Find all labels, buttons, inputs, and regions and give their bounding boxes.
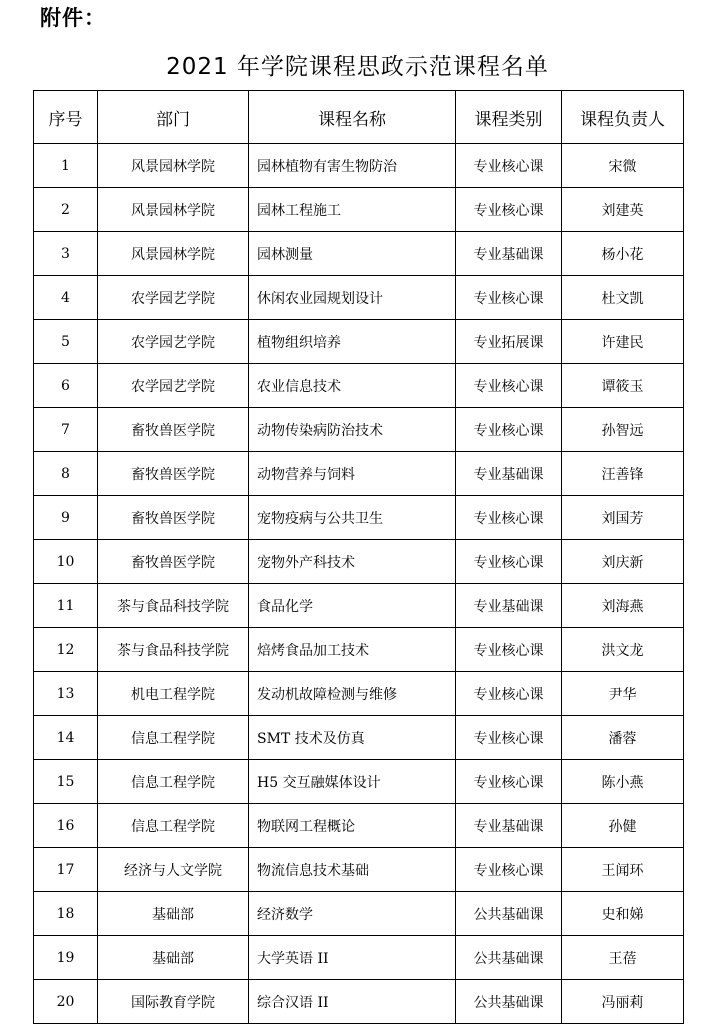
cell-department: 农学园艺学院 [98, 276, 249, 320]
table-row [34, 188, 684, 232]
cell-index: 8 [34, 452, 98, 496]
cell-course-name: 发动机故障检测与维修 [249, 672, 456, 716]
cell-course-owner: 王闻环 [562, 848, 684, 892]
cell-course-type: 专业基础课 [456, 804, 562, 848]
cell-course-name: 休闲农业园规划设计 [249, 276, 456, 320]
cell-course-type: 专业拓展课 [456, 320, 562, 364]
cell-department: 经济与人文学院 [98, 848, 249, 892]
table-row [34, 628, 684, 672]
cell-course-owner: 宋微 [562, 144, 684, 188]
cell-course-type: 专业核心课 [456, 408, 562, 452]
cell-department: 信息工程学院 [98, 716, 249, 760]
cell-course-owner: 冯丽莉 [562, 980, 684, 1024]
cell-course-type: 专业核心课 [456, 760, 562, 804]
cell-course-owner: 杨小花 [562, 232, 684, 276]
cell-course-type: 公共基础课 [456, 980, 562, 1024]
cell-index: 11 [34, 584, 98, 628]
cell-course-type: 专业核心课 [456, 716, 562, 760]
header-course-owner: 课程负责人 [562, 91, 684, 144]
cell-course-owner: 史和娣 [562, 892, 684, 936]
table-row [34, 584, 684, 628]
cell-course-owner: 许建民 [562, 320, 684, 364]
cell-course-name: 物联网工程概论 [249, 804, 456, 848]
cell-department: 机电工程学院 [98, 672, 249, 716]
cell-index: 17 [34, 848, 98, 892]
cell-department: 信息工程学院 [98, 804, 249, 848]
cell-course-name: 宠物外产科技术 [249, 540, 456, 584]
cell-course-type: 专业核心课 [456, 144, 562, 188]
table-row [34, 716, 684, 760]
cell-course-type: 专业核心课 [456, 364, 562, 408]
cell-course-owner: 孙健 [562, 804, 684, 848]
cell-course-owner: 王蓓 [562, 936, 684, 980]
document-title: 2021 年学院课程思政示范课程名单 [166, 54, 549, 80]
cell-course-owner: 潘蓉 [562, 716, 684, 760]
cell-course-owner: 杜文凯 [562, 276, 684, 320]
cell-index: 12 [34, 628, 98, 672]
cell-department: 基础部 [98, 936, 249, 980]
cell-course-type: 专业基础课 [456, 232, 562, 276]
cell-course-name: 宠物疫病与公共卫生 [249, 496, 456, 540]
cell-course-name: SMT 技术及仿真 [249, 716, 456, 760]
cell-course-type: 专业基础课 [456, 584, 562, 628]
cell-course-name: 经济数学 [249, 892, 456, 936]
table-row [34, 540, 684, 584]
cell-department: 风景园林学院 [98, 144, 249, 188]
cell-department: 农学园艺学院 [98, 320, 249, 364]
cell-index: 3 [34, 232, 98, 276]
table-row [34, 496, 684, 540]
cell-index: 15 [34, 760, 98, 804]
table-row [34, 408, 684, 452]
table-row [34, 848, 684, 892]
cell-course-name: 动物营养与饲料 [249, 452, 456, 496]
table-body [34, 144, 684, 1024]
cell-course-name: 物流信息技术基础 [249, 848, 456, 892]
cell-course-owner: 刘建英 [562, 188, 684, 232]
cell-department: 茶与食品科技学院 [98, 628, 249, 672]
table-row [34, 804, 684, 848]
table-row [34, 760, 684, 804]
cell-course-type: 专业核心课 [456, 848, 562, 892]
cell-department: 风景园林学院 [98, 232, 249, 276]
cell-index: 9 [34, 496, 98, 540]
cell-course-name: 食品化学 [249, 584, 456, 628]
attachment-label: 附件： [40, 6, 106, 30]
cell-course-owner: 陈小燕 [562, 760, 684, 804]
cell-department: 基础部 [98, 892, 249, 936]
header-course-name: 课程名称 [249, 91, 456, 144]
cell-department: 畜牧兽医学院 [98, 452, 249, 496]
cell-course-type: 公共基础课 [456, 892, 562, 936]
cell-course-name: 园林工程施工 [249, 188, 456, 232]
cell-course-type: 专业核心课 [456, 628, 562, 672]
cell-course-name: 园林测量 [249, 232, 456, 276]
cell-index: 18 [34, 892, 98, 936]
header-course-type: 课程类别 [456, 91, 562, 144]
header-index: 序号 [34, 91, 98, 144]
cell-course-type: 专业基础课 [456, 452, 562, 496]
cell-course-name: 植物组织培养 [249, 320, 456, 364]
cell-index: 7 [34, 408, 98, 452]
cell-department: 风景园林学院 [98, 188, 249, 232]
cell-course-name: 园林植物有害生物防治 [249, 144, 456, 188]
cell-department: 农学园艺学院 [98, 364, 249, 408]
cell-index: 2 [34, 188, 98, 232]
table-row [34, 452, 684, 496]
table-row [34, 144, 684, 188]
cell-index: 20 [34, 980, 98, 1024]
cell-course-type: 公共基础课 [456, 936, 562, 980]
cell-department: 畜牧兽医学院 [98, 540, 249, 584]
table-row [34, 936, 684, 980]
table-row [34, 232, 684, 276]
cell-index: 1 [34, 144, 98, 188]
table-row [34, 276, 684, 320]
table-row [34, 892, 684, 936]
cell-course-owner: 孙智远 [562, 408, 684, 452]
cell-course-type: 专业核心课 [456, 540, 562, 584]
cell-course-name: 综合汉语 II [249, 980, 456, 1024]
cell-course-type: 专业核心课 [456, 672, 562, 716]
cell-department: 畜牧兽医学院 [98, 496, 249, 540]
cell-course-owner: 洪文龙 [562, 628, 684, 672]
cell-index: 10 [34, 540, 98, 584]
cell-course-owner: 尹华 [562, 672, 684, 716]
cell-course-name: H5 交互融媒体设计 [249, 760, 456, 804]
cell-department: 茶与食品科技学院 [98, 584, 249, 628]
table-row [34, 320, 684, 364]
cell-course-type: 专业核心课 [456, 496, 562, 540]
cell-index: 4 [34, 276, 98, 320]
cell-course-type: 专业核心课 [456, 276, 562, 320]
cell-department: 畜牧兽医学院 [98, 408, 249, 452]
cell-course-name: 焙烤食品加工技术 [249, 628, 456, 672]
course-list-table [33, 90, 684, 1024]
cell-index: 16 [34, 804, 98, 848]
cell-index: 5 [34, 320, 98, 364]
cell-course-name: 动物传染病防治技术 [249, 408, 456, 452]
cell-course-owner: 汪善锋 [562, 452, 684, 496]
table-row [34, 980, 684, 1024]
cell-course-type: 专业核心课 [456, 188, 562, 232]
table-header-row [34, 91, 684, 144]
cell-course-name: 大学英语 II [249, 936, 456, 980]
cell-course-owner: 刘国芳 [562, 496, 684, 540]
cell-course-owner: 谭筱玉 [562, 364, 684, 408]
cell-course-name: 农业信息技术 [249, 364, 456, 408]
cell-index: 13 [34, 672, 98, 716]
cell-index: 19 [34, 936, 98, 980]
table-row [34, 672, 684, 716]
cell-index: 6 [34, 364, 98, 408]
cell-course-owner: 刘海燕 [562, 584, 684, 628]
cell-department: 信息工程学院 [98, 760, 249, 804]
table-row [34, 364, 684, 408]
cell-course-owner: 刘庆新 [562, 540, 684, 584]
header-department: 部门 [98, 91, 249, 144]
cell-department: 国际教育学院 [98, 980, 249, 1024]
cell-index: 14 [34, 716, 98, 760]
